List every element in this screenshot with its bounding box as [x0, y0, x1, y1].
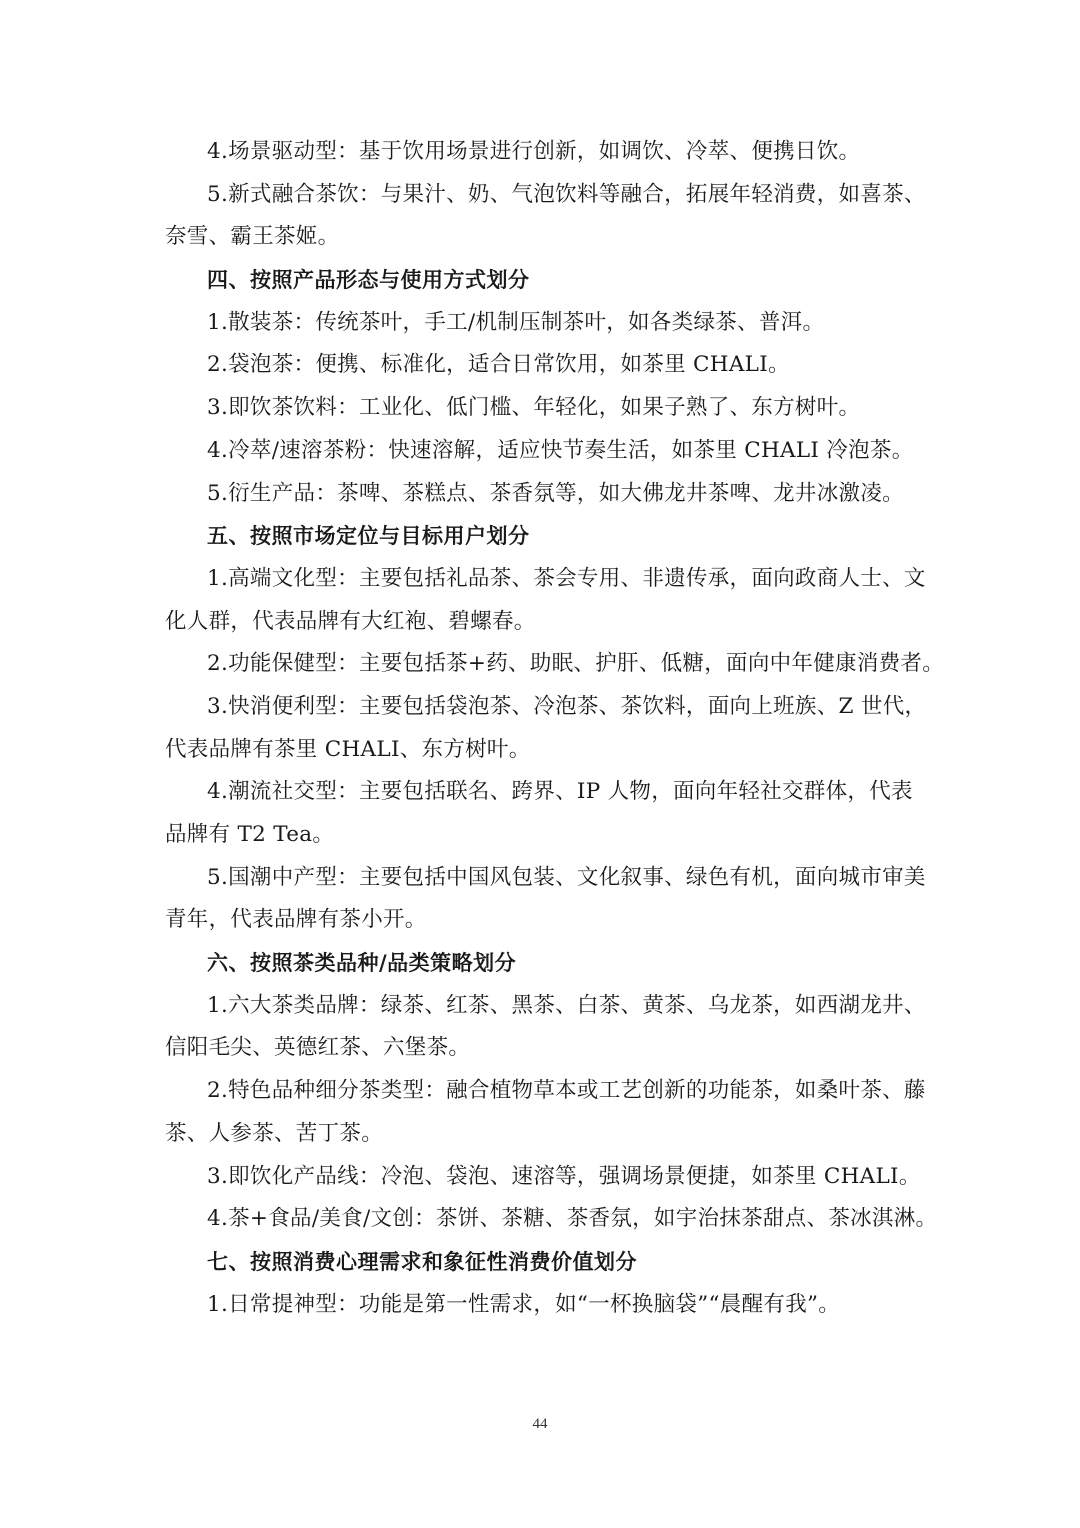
list-item: 4.潮流社交型：主要包括联名、跨界、IP 人物，面向年轻社交群体，代表: [207, 779, 913, 805]
list-item: 5.新式融合茶饮：与果汁、奶、气泡饮料等融合，拓展年轻消费，如喜茶、: [207, 181, 926, 207]
list-item: 1.六大茶类品牌：绿茶、红茶、黑茶、白茶、黄茶、乌龙茶，如西湖龙井、: [207, 992, 926, 1018]
document-body: [0, 131, 1080, 1326]
paragraph-continuation: 代表品牌有茶里 CHALI、东方树叶。: [165, 736, 531, 762]
list-item: 2.特色品种细分茶类型：融合植物草本或工艺创新的功能茶，如桑叶茶、藤: [207, 1078, 926, 1104]
list-item: 2.功能保健型：主要包括茶+药、助眠、护肝、低糖，面向中年健康消费者。: [207, 651, 945, 677]
list-item: 2.袋泡茶：便携、标准化，适合日常饮用，如茶里 CHALI。: [207, 352, 790, 378]
paragraph-continuation: 信阳毛尖、英德红茶、六堡茶。: [165, 1035, 471, 1061]
section-heading: 六、按照茶类品种/品类策略划分: [207, 951, 517, 976]
list-item: 4.冷萃/速溶茶粉：快速溶解，适应快节奏生活，如茶里 CHALI 冷泡茶。: [207, 437, 914, 463]
list-item: 3.快消便利型：主要包括袋泡茶、冷泡茶、茶饮料，面向上班族、Z 世代，: [207, 693, 927, 719]
list-item: 5.国潮中产型：主要包括中国风包装、文化叙事、绿色有机，面向城市审美: [207, 864, 926, 890]
list-item: 1.日常提神型：功能是第一性需求，如“一杯换脑袋”“晨醒有我”。: [207, 1291, 841, 1317]
list-item: 3.即饮化产品线：冷泡、袋泡、速溶等，强调场景便捷，如茶里 CHALI。: [207, 1163, 921, 1189]
list-item: 3.即饮茶饮料：工业化、低门槛、年轻化，如果子熟了、东方树叶。: [207, 395, 861, 421]
list-item: 4.茶+食品/美食/文创：茶饼、茶糖、茶香氛，如宇治抹茶甜点、茶冰淇淋。: [207, 1206, 938, 1232]
paragraph-continuation: 茶、人参茶、苦丁茶。: [165, 1120, 384, 1146]
list-item: 1.散装茶：传统茶叶，手工/机制压制茶叶，如各类绿茶、普洱。: [207, 309, 825, 335]
section-heading: 七、按照消费心理需求和象征性消费价值划分: [207, 1249, 637, 1274]
list-item: 5.衍生产品：茶啤、茶糕点、茶香氛等，如大佛龙井茶啤、龙井冰激凌。: [207, 480, 904, 506]
list-item: 1.高端文化型：主要包括礼品茶、茶会专用、非遗传承，面向政商人士、文: [207, 565, 926, 591]
paragraph-continuation: 奈雪、霸王茶姬。: [165, 224, 340, 250]
section-heading: 五、按照市场定位与目标用户划分: [207, 524, 530, 549]
paragraph-continuation: 化人群，代表品牌有大红袍、碧螺春。: [165, 608, 536, 634]
paragraph-continuation: 青年，代表品牌有茶小开。: [165, 907, 427, 933]
list-item: 4.场景驱动型：基于饮用场景进行创新，如调饮、冷萃、便携日饮。: [207, 139, 861, 164]
page-number: 44: [532, 1416, 548, 1432]
paragraph-continuation: 品牌有 T2 Tea。: [165, 822, 335, 847]
section-heading: 四、按照产品形态与使用方式划分: [207, 268, 530, 293]
